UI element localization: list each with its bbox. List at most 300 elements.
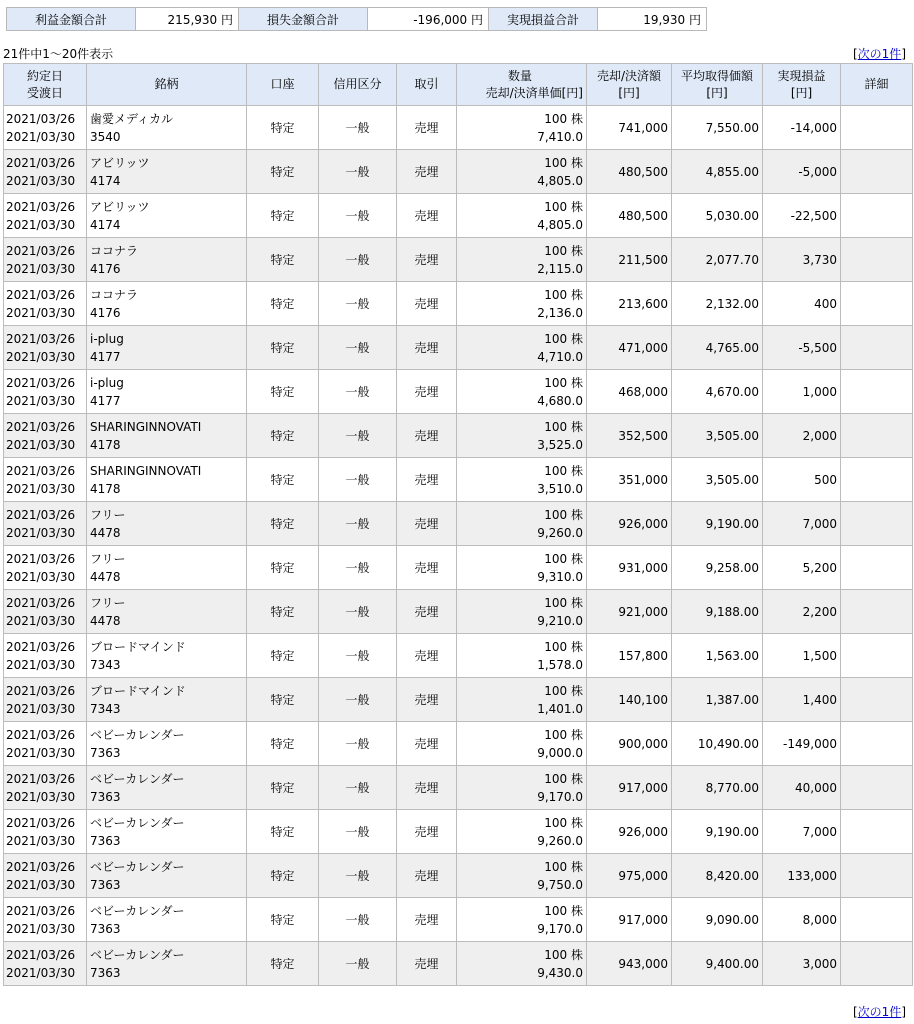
col-account: 口座 xyxy=(247,64,319,106)
col-stock: 銘柄 xyxy=(87,64,247,106)
table-row xyxy=(4,282,913,326)
stock-name: ブロードマインド xyxy=(90,639,186,654)
dates-cell xyxy=(4,370,87,414)
stock-name: ベビーカレンダー xyxy=(90,859,185,874)
account-cell: 特定 xyxy=(247,942,319,986)
amount-cell: 140,100 xyxy=(587,678,672,722)
unit-price: 4,710.0 xyxy=(537,349,583,364)
detail-cell xyxy=(841,106,913,150)
qty-cell xyxy=(457,238,587,282)
next-page-link-top[interactable]: 次の1件 xyxy=(857,47,902,61)
amount-cell: 213,600 xyxy=(587,282,672,326)
qty-cell xyxy=(457,678,587,722)
dates-cell xyxy=(4,458,87,502)
qty-cell xyxy=(457,810,587,854)
account-cell: 特定 xyxy=(247,458,319,502)
unit-price: 9,170.0 xyxy=(537,789,583,804)
stock-name: i-plug xyxy=(90,331,124,346)
stock-cell xyxy=(87,722,247,766)
settle-date: 2021/03/30 xyxy=(6,965,76,980)
account-cell: 特定 xyxy=(247,414,319,458)
detail-cell xyxy=(841,238,913,282)
dates-cell xyxy=(4,150,87,194)
quantity: 100 株 xyxy=(544,771,583,786)
realized-total-value: 19,930 円 xyxy=(598,8,707,31)
trade-date: 2021/03/26 xyxy=(6,683,76,698)
stock-name: 歯愛メディカル xyxy=(90,111,174,126)
credit-cell: 一般 xyxy=(319,370,397,414)
realized-pl-cell: -5,500 xyxy=(763,326,841,370)
stock-code: 4176 xyxy=(90,305,121,320)
avg-price-cell: 9,090.00 xyxy=(672,898,763,942)
realized-pl-cell: 40,000 xyxy=(763,766,841,810)
avg-price-cell: 2,132.00 xyxy=(672,282,763,326)
table-row xyxy=(4,502,913,546)
account-cell: 特定 xyxy=(247,194,319,238)
settle-date: 2021/03/30 xyxy=(6,129,76,144)
stock-code: 4478 xyxy=(90,569,121,584)
dates-cell xyxy=(4,194,87,238)
detail-cell xyxy=(841,414,913,458)
qty-cell xyxy=(457,150,587,194)
settle-date: 2021/03/30 xyxy=(6,921,76,936)
stock-cell xyxy=(87,590,247,634)
amount-cell: 480,500 xyxy=(587,150,672,194)
amount-cell: 157,800 xyxy=(587,634,672,678)
trade-date: 2021/03/26 xyxy=(6,815,76,830)
avg-price-cell: 10,490.00 xyxy=(672,722,763,766)
trade-date: 2021/03/26 xyxy=(6,111,76,126)
settle-date: 2021/03/30 xyxy=(6,877,76,892)
avg-price-cell: 3,505.00 xyxy=(672,414,763,458)
stock-cell xyxy=(87,150,247,194)
trade-cell: 売埋 xyxy=(397,766,457,810)
detail-cell xyxy=(841,722,913,766)
credit-cell: 一般 xyxy=(319,282,397,326)
stock-cell xyxy=(87,502,247,546)
detail-cell xyxy=(841,194,913,238)
settle-date: 2021/03/30 xyxy=(6,393,76,408)
stock-cell xyxy=(87,194,247,238)
realized-pl-cell: 7,000 xyxy=(763,810,841,854)
dates-cell xyxy=(4,414,87,458)
account-cell: 特定 xyxy=(247,106,319,150)
trade-cell: 売埋 xyxy=(397,678,457,722)
unit-price: 7,410.0 xyxy=(537,129,583,144)
col-credit: 信用区分 xyxy=(319,64,397,106)
col-dates: 約定日 受渡日 xyxy=(4,64,87,106)
dates-cell xyxy=(4,722,87,766)
amount-cell: 741,000 xyxy=(587,106,672,150)
amount-cell: 926,000 xyxy=(587,502,672,546)
stock-code: 3540 xyxy=(90,129,121,144)
trade-cell: 売埋 xyxy=(397,370,457,414)
realized-pl-cell: 1,000 xyxy=(763,370,841,414)
avg-price-cell: 7,550.00 xyxy=(672,106,763,150)
amount-cell: 352,500 xyxy=(587,414,672,458)
loss-total-value: -196,000 円 xyxy=(368,8,489,31)
account-cell: 特定 xyxy=(247,854,319,898)
qty-cell xyxy=(457,722,587,766)
detail-cell xyxy=(841,590,913,634)
trade-date: 2021/03/26 xyxy=(6,947,76,962)
trade-date: 2021/03/26 xyxy=(6,771,76,786)
trade-date: 2021/03/26 xyxy=(6,419,76,434)
realized-pl-cell: 3,730 xyxy=(763,238,841,282)
realized-pl-cell: 500 xyxy=(763,458,841,502)
transactions-table xyxy=(3,63,913,986)
trade-date: 2021/03/26 xyxy=(6,155,76,170)
credit-cell: 一般 xyxy=(319,458,397,502)
avg-price-cell: 9,190.00 xyxy=(672,502,763,546)
stock-code: 4176 xyxy=(90,261,121,276)
qty-cell xyxy=(457,370,587,414)
amount-cell: 917,000 xyxy=(587,766,672,810)
dates-cell xyxy=(4,810,87,854)
settle-date: 2021/03/30 xyxy=(6,525,76,540)
account-cell: 特定 xyxy=(247,326,319,370)
settle-date: 2021/03/30 xyxy=(6,305,76,320)
stock-cell xyxy=(87,370,247,414)
realized-pl-cell: 1,500 xyxy=(763,634,841,678)
account-cell: 特定 xyxy=(247,898,319,942)
credit-cell: 一般 xyxy=(319,678,397,722)
credit-cell: 一般 xyxy=(319,502,397,546)
trade-date: 2021/03/26 xyxy=(6,375,76,390)
credit-cell: 一般 xyxy=(319,898,397,942)
detail-cell xyxy=(841,942,913,986)
avg-price-cell: 4,765.00 xyxy=(672,326,763,370)
col-avg: 平均取得価額 [円] xyxy=(672,64,763,106)
qty-cell xyxy=(457,326,587,370)
detail-cell xyxy=(841,634,913,678)
qty-cell xyxy=(457,546,587,590)
credit-cell: 一般 xyxy=(319,766,397,810)
amount-cell: 975,000 xyxy=(587,854,672,898)
detail-cell xyxy=(841,150,913,194)
trade-cell: 売埋 xyxy=(397,942,457,986)
unit-price: 4,805.0 xyxy=(537,217,583,232)
stock-code: 4177 xyxy=(90,349,121,364)
table-row xyxy=(4,106,913,150)
account-cell: 特定 xyxy=(247,678,319,722)
credit-cell: 一般 xyxy=(319,810,397,854)
realized-pl-cell: -149,000 xyxy=(763,722,841,766)
account-cell: 特定 xyxy=(247,238,319,282)
settle-date: 2021/03/30 xyxy=(6,261,76,276)
stock-cell xyxy=(87,810,247,854)
table-row xyxy=(4,414,913,458)
credit-cell: 一般 xyxy=(319,326,397,370)
quantity: 100 株 xyxy=(544,595,583,610)
credit-cell: 一般 xyxy=(319,854,397,898)
stock-code: 4174 xyxy=(90,173,121,188)
table-row xyxy=(4,458,913,502)
qty-cell xyxy=(457,194,587,238)
col-amount: 売却/決済額 [円] xyxy=(587,64,672,106)
stock-code: 7363 xyxy=(90,789,121,804)
unit-price: 9,430.0 xyxy=(537,965,583,980)
avg-price-cell: 1,387.00 xyxy=(672,678,763,722)
unit-price: 3,510.0 xyxy=(537,481,583,496)
stock-name: ココナラ xyxy=(90,243,139,258)
trade-cell: 売埋 xyxy=(397,634,457,678)
trade-date: 2021/03/26 xyxy=(6,551,76,566)
stock-code: 4178 xyxy=(90,481,121,496)
account-cell: 特定 xyxy=(247,370,319,414)
detail-cell xyxy=(841,326,913,370)
settle-date: 2021/03/30 xyxy=(6,789,76,804)
realized-pl-cell: 3,000 xyxy=(763,942,841,986)
realized-pl-cell: 133,000 xyxy=(763,854,841,898)
unit-price: 2,115.0 xyxy=(537,261,583,276)
account-cell: 特定 xyxy=(247,282,319,326)
realized-pl-cell: 8,000 xyxy=(763,898,841,942)
stock-code: 4478 xyxy=(90,525,121,540)
stock-code: 7363 xyxy=(90,921,121,936)
avg-price-cell: 9,190.00 xyxy=(672,810,763,854)
table-row xyxy=(4,942,913,986)
col-qty: 数量 売却/決済単価[円] xyxy=(457,64,587,106)
stock-code: 4178 xyxy=(90,437,121,452)
avg-price-cell: 9,258.00 xyxy=(672,546,763,590)
table-row xyxy=(4,810,913,854)
unit-price: 9,310.0 xyxy=(537,569,583,584)
trade-cell: 売埋 xyxy=(397,326,457,370)
col-detail: 詳細 xyxy=(841,64,913,106)
qty-cell xyxy=(457,414,587,458)
dates-cell xyxy=(4,502,87,546)
unit-price: 3,525.0 xyxy=(537,437,583,452)
quantity: 100 株 xyxy=(544,287,583,302)
pager-bottom: [次の1件] xyxy=(852,1005,906,1019)
trade-cell: 売埋 xyxy=(397,238,457,282)
avg-price-cell: 1,563.00 xyxy=(672,634,763,678)
table-row xyxy=(4,722,913,766)
stock-code: 7363 xyxy=(90,833,121,848)
stock-name: ベビーカレンダー xyxy=(90,903,185,918)
unit-price: 9,170.0 xyxy=(537,921,583,936)
amount-cell: 917,000 xyxy=(587,898,672,942)
stock-cell xyxy=(87,942,247,986)
dates-cell xyxy=(4,942,87,986)
quantity: 100 株 xyxy=(544,727,583,742)
settle-date: 2021/03/30 xyxy=(6,745,76,760)
realized-pl-cell: 400 xyxy=(763,282,841,326)
realized-pl-cell: -22,500 xyxy=(763,194,841,238)
amount-cell: 926,000 xyxy=(587,810,672,854)
quantity: 100 株 xyxy=(544,639,583,654)
trade-cell: 売埋 xyxy=(397,810,457,854)
detail-cell xyxy=(841,810,913,854)
realized-pl-cell: 5,200 xyxy=(763,546,841,590)
stock-name: ベビーカレンダー xyxy=(90,947,185,962)
stock-code: 7363 xyxy=(90,965,121,980)
account-cell: 特定 xyxy=(247,810,319,854)
trade-cell: 売埋 xyxy=(397,282,457,326)
amount-cell: 480,500 xyxy=(587,194,672,238)
qty-cell xyxy=(457,590,587,634)
stock-name: フリー xyxy=(90,595,126,610)
settle-date: 2021/03/30 xyxy=(6,833,76,848)
profit-total-value: 215,930 円 xyxy=(136,8,239,31)
amount-cell: 351,000 xyxy=(587,458,672,502)
qty-cell xyxy=(457,106,587,150)
detail-cell xyxy=(841,282,913,326)
dates-cell xyxy=(4,106,87,150)
credit-cell: 一般 xyxy=(319,106,397,150)
stock-cell xyxy=(87,326,247,370)
dates-cell xyxy=(4,238,87,282)
unit-price: 9,260.0 xyxy=(537,525,583,540)
quantity: 100 株 xyxy=(544,331,583,346)
table-row xyxy=(4,766,913,810)
qty-cell xyxy=(457,766,587,810)
qty-cell xyxy=(457,282,587,326)
stock-cell xyxy=(87,282,247,326)
amount-cell: 211,500 xyxy=(587,238,672,282)
avg-price-cell: 2,077.70 xyxy=(672,238,763,282)
col-trade: 取引 xyxy=(397,64,457,106)
stock-cell xyxy=(87,546,247,590)
dates-cell xyxy=(4,678,87,722)
stock-name: フリー xyxy=(90,551,126,566)
quantity: 100 株 xyxy=(544,155,583,170)
trade-cell: 売埋 xyxy=(397,854,457,898)
stock-name: ベビーカレンダー xyxy=(90,727,185,742)
stock-name: アビリッツ xyxy=(90,155,150,170)
trade-date: 2021/03/26 xyxy=(6,243,76,258)
amount-cell: 943,000 xyxy=(587,942,672,986)
stock-name: フリー xyxy=(90,507,126,522)
detail-cell xyxy=(841,546,913,590)
unit-price: 9,000.0 xyxy=(537,745,583,760)
settle-date: 2021/03/30 xyxy=(6,657,76,672)
account-cell: 特定 xyxy=(247,150,319,194)
dates-cell xyxy=(4,898,87,942)
trade-cell: 売埋 xyxy=(397,194,457,238)
avg-price-cell: 8,770.00 xyxy=(672,766,763,810)
detail-cell xyxy=(841,678,913,722)
table-row xyxy=(4,150,913,194)
amount-cell: 900,000 xyxy=(587,722,672,766)
trade-date: 2021/03/26 xyxy=(6,199,76,214)
quantity: 100 株 xyxy=(544,859,583,874)
dates-cell xyxy=(4,590,87,634)
stock-cell xyxy=(87,458,247,502)
detail-cell xyxy=(841,458,913,502)
table-row xyxy=(4,898,913,942)
amount-cell: 471,000 xyxy=(587,326,672,370)
realized-total-label: 実現損益合計 xyxy=(489,8,598,31)
quantity: 100 株 xyxy=(544,815,583,830)
stock-cell xyxy=(87,854,247,898)
quantity: 100 株 xyxy=(544,199,583,214)
quantity: 100 株 xyxy=(544,683,583,698)
dates-cell xyxy=(4,546,87,590)
stock-cell xyxy=(87,766,247,810)
unit-price: 9,210.0 xyxy=(537,613,583,628)
trade-cell: 売埋 xyxy=(397,414,457,458)
avg-price-cell: 4,855.00 xyxy=(672,150,763,194)
stock-name: i-plug xyxy=(90,375,124,390)
stock-cell xyxy=(87,634,247,678)
dates-cell xyxy=(4,634,87,678)
trade-cell: 売埋 xyxy=(397,590,457,634)
table-row xyxy=(4,546,913,590)
table-row xyxy=(4,238,913,282)
qty-cell xyxy=(457,634,587,678)
quantity: 100 株 xyxy=(544,903,583,918)
qty-cell xyxy=(457,854,587,898)
quantity: 100 株 xyxy=(544,243,583,258)
dates-cell xyxy=(4,326,87,370)
avg-price-cell: 9,400.00 xyxy=(672,942,763,986)
realized-pl-cell: -14,000 xyxy=(763,106,841,150)
credit-cell: 一般 xyxy=(319,150,397,194)
settle-date: 2021/03/30 xyxy=(6,701,76,716)
credit-cell: 一般 xyxy=(319,590,397,634)
avg-price-cell: 9,188.00 xyxy=(672,590,763,634)
table-row xyxy=(4,194,913,238)
unit-price: 9,750.0 xyxy=(537,877,583,892)
stock-code: 7343 xyxy=(90,701,121,716)
stock-cell xyxy=(87,898,247,942)
detail-cell xyxy=(841,502,913,546)
trade-cell: 売埋 xyxy=(397,898,457,942)
unit-price: 4,680.0 xyxy=(537,393,583,408)
stock-code: 4478 xyxy=(90,613,121,628)
unit-price: 9,260.0 xyxy=(537,833,583,848)
account-cell: 特定 xyxy=(247,502,319,546)
quantity: 100 株 xyxy=(544,947,583,962)
trade-date: 2021/03/26 xyxy=(6,859,76,874)
next-page-link-bottom[interactable]: 次の1件 xyxy=(857,1005,902,1019)
trade-date: 2021/03/26 xyxy=(6,727,76,742)
credit-cell: 一般 xyxy=(319,546,397,590)
account-cell: 特定 xyxy=(247,634,319,678)
trade-cell: 売埋 xyxy=(397,722,457,766)
trade-cell: 売埋 xyxy=(397,458,457,502)
settle-date: 2021/03/30 xyxy=(6,437,76,452)
quantity: 100 株 xyxy=(544,507,583,522)
realized-pl-cell: 1,400 xyxy=(763,678,841,722)
avg-price-cell: 3,505.00 xyxy=(672,458,763,502)
stock-code: 7363 xyxy=(90,745,121,760)
account-cell: 特定 xyxy=(247,546,319,590)
stock-cell xyxy=(87,678,247,722)
trade-date: 2021/03/26 xyxy=(6,903,76,918)
stock-name: ベビーカレンダー xyxy=(90,771,185,786)
trade-cell: 売埋 xyxy=(397,546,457,590)
table-row xyxy=(4,590,913,634)
account-cell: 特定 xyxy=(247,766,319,810)
stock-code: 4177 xyxy=(90,393,121,408)
account-cell: 特定 xyxy=(247,722,319,766)
pager-top: [次の1件] xyxy=(852,47,906,61)
credit-cell: 一般 xyxy=(319,722,397,766)
table-row xyxy=(4,634,913,678)
detail-cell xyxy=(841,766,913,810)
avg-price-cell: 5,030.00 xyxy=(672,194,763,238)
table-row xyxy=(4,678,913,722)
qty-cell xyxy=(457,942,587,986)
settle-date: 2021/03/30 xyxy=(6,173,76,188)
trade-date: 2021/03/26 xyxy=(6,287,76,302)
settle-date: 2021/03/30 xyxy=(6,569,76,584)
amount-cell: 931,000 xyxy=(587,546,672,590)
quantity: 100 株 xyxy=(544,551,583,566)
